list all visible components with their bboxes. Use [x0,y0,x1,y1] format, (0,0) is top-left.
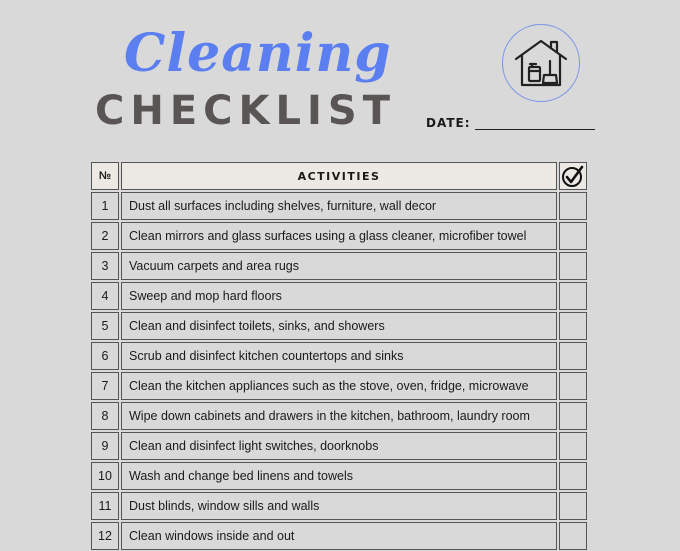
row-number: 7 [91,372,119,400]
row-number: 6 [91,342,119,370]
row-checkbox[interactable] [559,372,587,400]
table-row [90,401,590,431]
row-number: 12 [91,522,119,550]
row-checkbox[interactable] [559,312,587,340]
row-checkbox[interactable] [559,462,587,490]
row-number: 5 [91,312,119,340]
row-number: 11 [91,492,119,520]
house-cleaning-icon [513,37,569,89]
row-checkbox[interactable] [559,342,587,370]
date-input-line[interactable] [475,115,595,130]
table-row [90,191,590,221]
row-activity: Sweep and mop hard floors [121,282,557,310]
table-row [90,341,590,371]
row-activity: Wipe down cabinets and drawers in the kitchen, bathroom, laundry room [121,402,557,430]
row-number: 8 [91,402,119,430]
date-field [426,115,595,130]
row-number: 9 [91,432,119,460]
row-number: 3 [91,252,119,280]
table-row [90,371,590,401]
table-row [90,491,590,521]
row-number: 10 [91,462,119,490]
house-cleaning-logo [502,24,580,102]
table-row [90,311,590,341]
row-checkbox[interactable] [559,252,587,280]
checklist-table [90,161,590,551]
circled-check-icon [561,164,585,188]
table-row [90,281,590,311]
row-activity: Vacuum carpets and area rugs [121,252,557,280]
row-number: 1 [91,192,119,220]
row-activity: Scrub and disinfect kitchen countertops and sinks [121,342,557,370]
row-checkbox[interactable] [559,222,587,250]
row-activity: Clean the kitchen appliances such as the stove, oven, fridge, microwave [121,372,557,400]
title-checklist: CHECKLIST [95,88,396,134]
row-activity: Clean and disinfect light switches, doorknobs [121,432,557,460]
row-checkbox[interactable] [559,402,587,430]
row-checkbox[interactable] [559,492,587,520]
row-activity: Wash and change bed linens and towels [121,462,557,490]
row-number: 4 [91,282,119,310]
table-row [90,431,590,461]
title-cleaning: Cleaning [124,23,392,84]
table-header-row [90,161,590,191]
row-checkbox[interactable] [559,192,587,220]
row-activity: Clean mirrors and glass surfaces using a glass cleaner, microfiber towel [121,222,557,250]
header-activities: ACTIVITIES [121,162,557,190]
table-body [90,191,590,551]
table-row [90,521,590,551]
table-row [90,221,590,251]
header-check [559,162,587,190]
date-label: DATE: [426,116,471,130]
row-activity: Dust all surfaces including shelves, furniture, wall decor [121,192,557,220]
row-number: 2 [91,222,119,250]
table-row [90,251,590,281]
row-activity: Dust blinds, window sills and walls [121,492,557,520]
row-checkbox[interactable] [559,282,587,310]
row-activity: Clean windows inside and out [121,522,557,550]
header-number: № [91,162,119,190]
row-checkbox[interactable] [559,432,587,460]
row-activity: Clean and disinfect toilets, sinks, and showers [121,312,557,340]
table-row [90,461,590,491]
row-checkbox[interactable] [559,522,587,550]
